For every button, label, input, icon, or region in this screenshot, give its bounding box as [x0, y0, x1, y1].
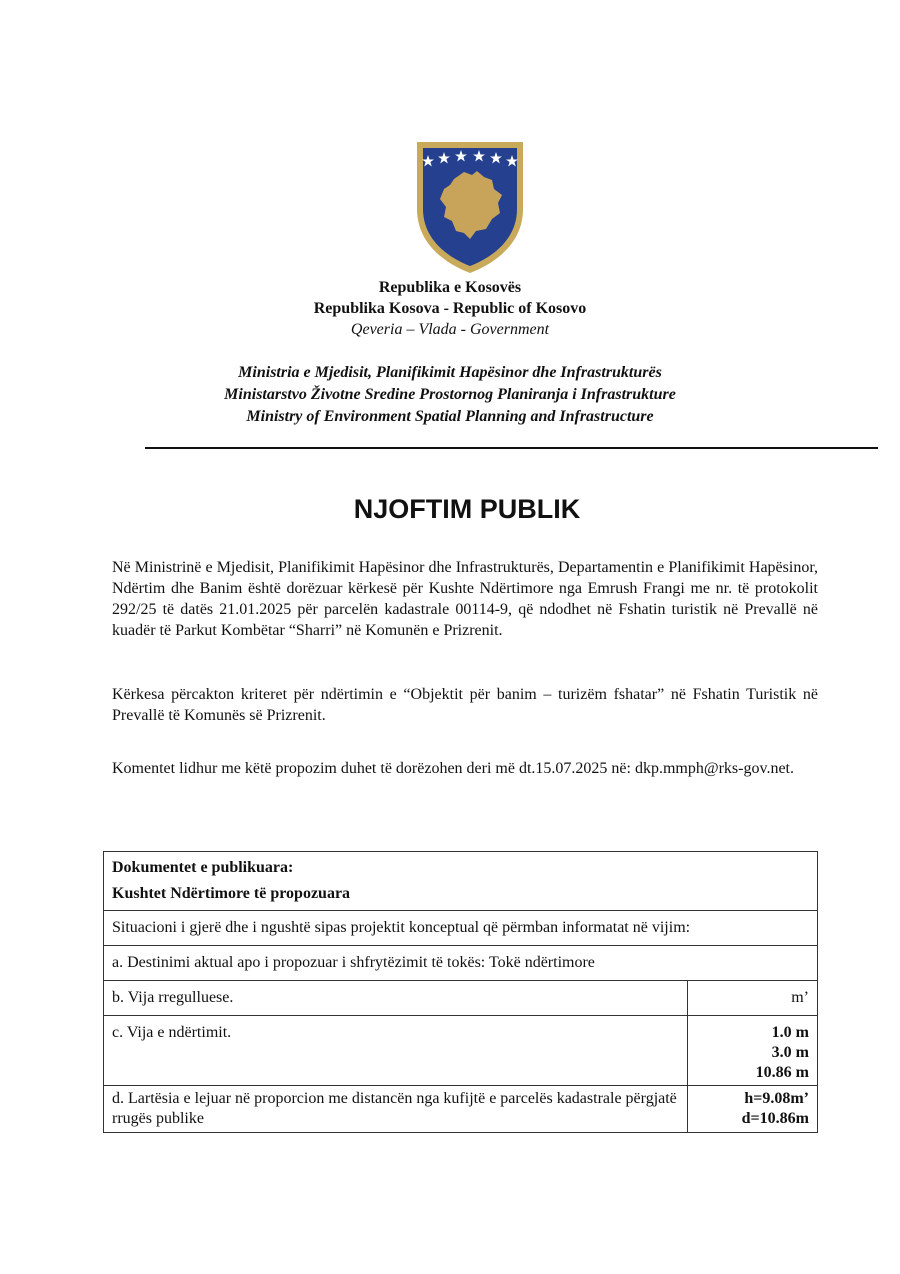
row-d-label: d. Lartësia e lejuar në proporcion me distancën nga kufijtë e parcelës kadastrale përgjatë rrugës publike [104, 1086, 688, 1133]
kosovo-coat-of-arms-icon [414, 139, 526, 275]
ministry-name-albanian: Ministria e Mjedisit, Planifikimit Hapësinor dhe Infrastrukturës [238, 364, 662, 381]
row-c-values [688, 1016, 818, 1086]
header-divider [145, 447, 878, 449]
table-heading-conditions: Kushtet Ndërtimore të propozuara [112, 885, 351, 902]
row-a-land-use: a. Destinimi aktual apo i propozuar i shfrytëzimit të tokës: Tokë ndërtimore [104, 946, 818, 981]
notice-paragraph-criteria: Kërkesa përcakton kriteret për ndërtimin e “Objektit për banim – turizëm fshatar” në Fshatin Turistik në Prevallë të Komunës së Prizrenit. [112, 686, 818, 724]
table-row [104, 1016, 818, 1086]
row-b-value: m’ [688, 981, 818, 1016]
table-row [104, 1086, 818, 1133]
page-title: NJOFTIM PUBLIK [353, 494, 581, 524]
row-c-value-1: 1.0 m [771, 1024, 809, 1041]
row-d-values [688, 1086, 818, 1133]
row-b-label: b. Vija rregulluese. [104, 981, 688, 1016]
table-heading-cell [104, 852, 818, 911]
row-d-value-2: d=10.86m [741, 1110, 809, 1127]
row-c-label: c. Vija e ndërtimit. [104, 1016, 688, 1086]
table-row [104, 852, 818, 911]
ministry-name-serbian: Ministarstvo Životne Sredine Prostornog Planiranja i Infrastrukture [224, 386, 676, 403]
published-documents-table [103, 851, 818, 1133]
ministry-name-english: Ministry of Environment Spatial Planning and Infrastructure [246, 408, 654, 425]
country-name-albanian: Republika e Kosovës [378, 279, 522, 296]
row-c-value-2: 3.0 m [771, 1044, 809, 1061]
notice-paragraph-request: Në Ministrinë e Mjedisit, Planifikimit Hapësinor dhe Infrastrukturës, Departamentin e Planifikimit Hapësinor, Ndërtim dhe Banim është dorëzuar kërkesë për Kushte Ndërtimore nga Emrush Frangi me nr. të protokolit 292/25 të datës 21.01.2025 për parcelën kadastrale 00114-9, që ndodhet në Fshatin turistik në Prevallë në kuadër të Parkut Kombëtar “Sharri” në Komunën e Prizrenit. [112, 559, 818, 639]
table-intro: Situacioni i gjerë dhe i ngushtë sipas projektit konceptual që përmban informatat në vijim: [104, 911, 818, 946]
row-d-value-1: h=9.08m’ [744, 1090, 809, 1107]
government-line: Qeveria – Vlada - Government [350, 321, 550, 338]
table-row [104, 981, 818, 1016]
country-name-serbian-english: Republika Kosova - Republic of Kosovo [313, 300, 587, 317]
row-c-value-3: 10.86 m [755, 1064, 809, 1081]
notice-paragraph-comments: Komentet lidhur me këtë propozim duhet të dorëzohen deri më dt.15.07.2025 në: dkp.mmph@rks-gov.net. [112, 760, 794, 777]
table-heading-published: Dokumentet e publikuara: [112, 859, 294, 876]
table-row [104, 911, 818, 946]
table-row [104, 946, 818, 981]
